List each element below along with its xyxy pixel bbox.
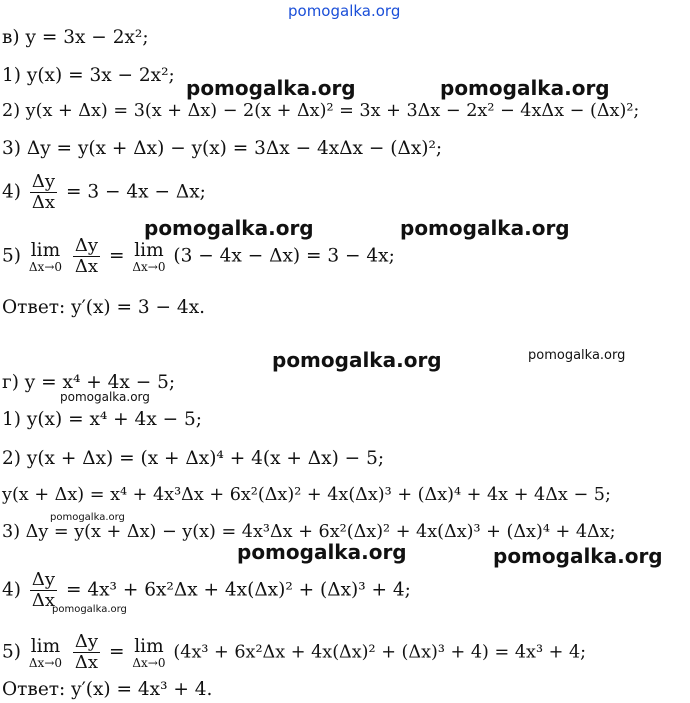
limit-subscript: Δx→0 xyxy=(28,259,63,274)
task-v-step-5 xyxy=(2,236,395,277)
limit-operator xyxy=(29,241,62,273)
task-g-step-5 xyxy=(2,632,586,673)
fraction xyxy=(30,172,57,213)
limit-subscript: Δx→0 xyxy=(28,655,63,670)
expression: = 4x³ + 6x²Δx + 4x(Δx)² + (Δx)³ + 4; xyxy=(65,579,411,601)
limit-operator xyxy=(29,637,62,669)
step-number: 4) xyxy=(2,181,21,203)
expression: = 3 − 4x − Δx; xyxy=(65,181,206,203)
watermark: pomogalka.org xyxy=(440,76,610,100)
watermark: pomogalka.org xyxy=(528,348,626,363)
limit-subscript: Δx→0 xyxy=(132,259,166,274)
step-number: 5) xyxy=(2,245,21,267)
watermark: pomogalka.org xyxy=(493,544,663,568)
fraction-numerator: Δy xyxy=(31,171,56,192)
equals-sign: = xyxy=(108,641,125,663)
limit-operator xyxy=(132,241,165,273)
limit-word: lim xyxy=(30,239,61,261)
task-g-step-2-expansion: y(x + Δx) = x⁴ + 4x³Δx + 6x²(Δx)² + 4x(Δx)³ + (Δx)⁴ + 4x + 4Δx − 5; xyxy=(2,485,611,505)
task-g-step-2: 2) y(x + Δx) = (x + Δx)⁴ + 4(x + Δx) − 5; xyxy=(2,448,385,469)
task-v-step-2: 2) y(x + Δx) = 3(x + Δx) − 2(x + Δx)² = 3x + 3Δx − 2x² − 4xΔx − (Δx)²; xyxy=(2,101,640,121)
task-v-statement: в) y = 3x − 2x²; xyxy=(2,27,149,48)
fraction-denominator: Δx xyxy=(31,192,56,213)
step-number: 4) xyxy=(2,579,21,601)
fraction-numerator: Δy xyxy=(31,569,56,590)
fraction xyxy=(30,570,57,611)
task-v-step-4 xyxy=(2,172,206,213)
limit-word: lim xyxy=(134,239,164,261)
fraction-denominator: Δx xyxy=(74,256,99,277)
task-g-answer: Ответ: y′(x) = 4x³ + 4. xyxy=(2,679,213,700)
fraction-numerator: Δy xyxy=(74,631,99,652)
fraction-denominator: Δx xyxy=(31,590,56,611)
watermark: pomogalka.org xyxy=(52,604,127,615)
watermark: pomogalka.org xyxy=(50,512,125,523)
watermark: pomogalka.org xyxy=(144,216,314,240)
watermark: pomogalka.org xyxy=(400,216,570,240)
watermark: pomogalka.org xyxy=(272,348,442,372)
watermark: pomogalka.org xyxy=(186,76,356,100)
task-v-step-1: 1) y(x) = 3x − 2x²; xyxy=(2,65,175,86)
limit-word: lim xyxy=(30,635,61,657)
step-number: 5) xyxy=(2,641,21,663)
fraction xyxy=(73,236,100,277)
task-v-step-3: 3) Δy = y(x + Δx) − y(x) = 3Δx − 4xΔx − (Δx)²; xyxy=(2,138,443,159)
equals-sign: = xyxy=(108,245,125,267)
watermark: pomogalka.org xyxy=(60,390,150,404)
fraction xyxy=(73,632,100,673)
task-g-step-4 xyxy=(2,570,411,611)
task-v-answer: Ответ: y′(x) = 3 − 4x. xyxy=(2,297,206,318)
task-g-step-1: 1) y(x) = x⁴ + 4x − 5; xyxy=(2,409,203,430)
task-g-step-3: 3) Δy = y(x + Δx) − y(x) = 4x³Δx + 6x²(Δx)² + 4x(Δx)³ + (Δx)⁴ + 4Δx; xyxy=(2,522,616,542)
limit-operator xyxy=(132,637,165,669)
expression: (4x³ + 6x²Δx + 4x(Δx)² + (Δx)³ + 4) = 4x³ + 4; xyxy=(173,642,587,663)
limit-subscript: Δx→0 xyxy=(132,655,166,670)
expression: (3 − 4x − Δx) = 3 − 4x; xyxy=(173,245,395,267)
fraction-numerator: Δy xyxy=(74,235,99,256)
watermark-header: pomogalka.org xyxy=(288,2,401,20)
watermark: pomogalka.org xyxy=(237,540,407,564)
limit-word: lim xyxy=(134,635,164,657)
task-g-statement: г) y = x⁴ + 4x − 5; xyxy=(2,372,176,393)
fraction-denominator: Δx xyxy=(74,652,99,673)
